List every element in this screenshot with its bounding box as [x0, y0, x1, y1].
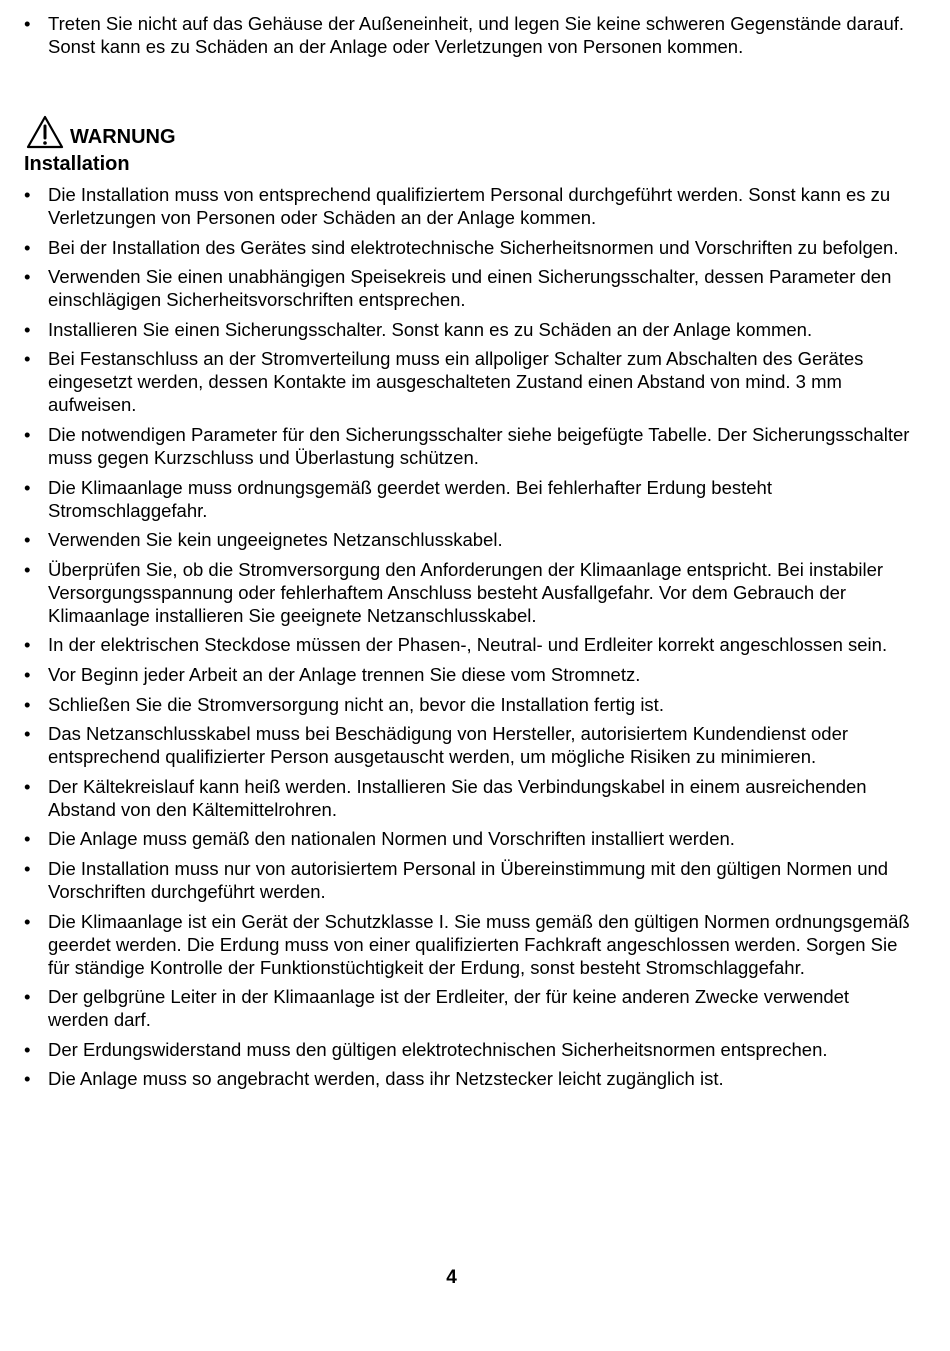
list-item	[0, 423, 950, 469]
bullet-icon: •	[24, 857, 31, 879]
list-item	[0, 1038, 950, 1061]
bullet-icon: •	[24, 910, 31, 932]
list-item-text: Bei der Installation des Gerätes sind elektrotechnische Sicherheitsnormen und Vorschriften zu befolgen.	[48, 236, 899, 258]
list-item	[0, 633, 950, 656]
list-item	[0, 347, 950, 416]
list-item-text: Schließen Sie die Stromversorgung nicht an, bevor die Installation fertig ist.	[48, 693, 664, 715]
warning-heading	[26, 115, 176, 149]
list-item-text: Die notwendigen Parameter für den Sicherungsschalter siehe beigefügte Tabelle. Der Sicherungsschalter muss gegen Kurzschluss und Überlastung schützen.	[48, 423, 910, 468]
bullet-icon: •	[24, 529, 31, 551]
list-item-text: Die Klimaanlage ist ein Gerät der Schutzklasse I. Sie muss gemäß den gültigen Normen ordnungsgemäß geerdet werden. Die Erdung muss von einer qualifizierten Fachkraft angeschlossen werden. Sorgen Sie für ständige Kontrolle der Funktionstüchtigkeit der Erdung, sonst besteht Stromschlaggefahr.	[48, 910, 910, 978]
bullet-icon: •	[24, 13, 31, 34]
list-item	[0, 693, 950, 716]
bullet-icon: •	[24, 1038, 31, 1060]
list-item-text: Die Installation muss nur von autorisiertem Personal in Übereinstimmung mit den gültigen Normen und Vorschriften durchgeführt werden.	[48, 857, 889, 902]
list-item	[0, 910, 950, 979]
bullet-icon: •	[24, 828, 31, 850]
bullet-icon: •	[24, 775, 31, 797]
list-item-text: Der gelbgrüne Leiter in der Klimaanlage ist der Erdleiter, der für keine anderen Zwecke verwendet werden darf.	[48, 986, 850, 1031]
warning-title: WARNUNG	[70, 126, 176, 148]
bullet-icon: •	[24, 184, 31, 205]
bullet-icon: •	[24, 634, 31, 656]
list-item-text: In der elektrischen Steckdose müssen der Phasen-, Neutral- und Erdleiter korrekt angeschlossen sein.	[48, 634, 888, 656]
list-item	[0, 476, 950, 522]
list-item	[0, 183, 950, 229]
list-item	[0, 1067, 950, 1090]
list-item-text: Die Anlage muss gemäß den nationalen Normen und Vorschriften installiert werden.	[48, 828, 735, 850]
bullet-icon: •	[24, 986, 31, 1008]
bullet-icon: •	[24, 236, 31, 258]
list-item-text: Verwenden Sie kein ungeeignetes Netzanschlusskabel.	[48, 529, 503, 551]
list-item-text: Die Klimaanlage muss ordnungsgemäß geerdet werden. Bei fehlerhafter Erdung besteht Stromschlaggefahr.	[48, 476, 772, 521]
page-number: 4	[446, 1267, 457, 1288]
bullet-icon: •	[24, 348, 31, 370]
bullet-icon: •	[24, 723, 31, 745]
list-item-text: Das Netzanschlusskabel muss bei Beschädigung von Hersteller, autorisiertem Kundendienst oder entsprechend qualifizierter Person ausgetauscht werden, um mögliche Risiken zu minimieren.	[48, 723, 849, 768]
list-item-text: Treten Sie nicht auf das Gehäuse der Außeneinheit, und legen Sie keine schweren Gegenstände darauf. Sonst kann es zu Schäden an der Anlage oder Verletzungen von Personen kommen.	[48, 13, 905, 57]
list-item	[0, 663, 950, 686]
list-item-text: Der Kältekreislauf kann heiß werden. Installieren Sie das Verbindungskabel in einem ausreichenden Abstand von den Kältemittelrohren.	[48, 775, 867, 820]
list-item-text: Vor Beginn jeder Arbeit an der Anlage trennen Sie diese vom Stromnetz.	[48, 663, 641, 685]
installation-bullet-list	[0, 183, 950, 1097]
intro-bullet-list	[0, 12, 950, 58]
list-item	[0, 318, 950, 341]
list-item-text: Installieren Sie einen Sicherungsschalter. Sonst kann es zu Schäden an der Anlage kommen.	[48, 318, 813, 340]
list-item-text: Bei Festanschluss an der Stromverteilung muss ein allpoliger Schalter zum Abschalten des Gerätes eingesetzt werden, dessen Kontakte im ausgeschalteten Zustand einen Abstand von mind. 3 mm aufweisen.	[48, 348, 864, 416]
bullet-icon: •	[24, 476, 31, 498]
list-item	[0, 775, 950, 821]
list-item	[0, 722, 950, 768]
list-item	[0, 12, 950, 58]
section-title: Installation	[24, 153, 130, 175]
bullet-icon: •	[24, 423, 31, 445]
list-item-text: Verwenden Sie einen unabhängigen Speisekreis und einen Sicherungsschalter, dessen Parameter den einschlägigen Sicherheitsvorschriften entsprechen.	[48, 266, 892, 311]
bullet-icon: •	[24, 266, 31, 288]
bullet-icon: •	[24, 693, 31, 715]
list-item	[0, 857, 950, 903]
list-item	[0, 827, 950, 850]
list-item	[0, 985, 950, 1031]
list-item-text: Die Installation muss von entsprechend qualifiziertem Personal durchgeführt werden. Sonst kann es zu Verletzungen von Personen oder Schäden an der Anlage kommen.	[48, 184, 891, 228]
list-item	[0, 265, 950, 311]
list-item	[0, 558, 950, 627]
bullet-icon: •	[24, 1068, 31, 1090]
list-item-text: Der Erdungswiderstand muss den gültigen elektrotechnischen Sicherheitsnormen entsprechen.	[48, 1038, 828, 1060]
list-item-text: Überprüfen Sie, ob die Stromversorgung den Anforderungen der Klimaanlage entspricht. Bei instabiler Versorgungsspannung oder fehlerhaftem Anschluss besteht Ausfallgefahr. Vor dem Gebrauch der Klimaanlage installieren Sie geeignete Netzanschlusskabel.	[48, 558, 884, 626]
list-item-text: Die Anlage muss so angebracht werden, dass ihr Netzstecker leicht zugänglich ist.	[48, 1068, 724, 1090]
list-item	[0, 528, 950, 551]
list-item	[0, 236, 950, 259]
warning-triangle-icon	[26, 115, 64, 149]
bullet-icon: •	[24, 558, 31, 580]
bullet-icon: •	[24, 318, 31, 340]
bullet-icon: •	[24, 663, 31, 685]
